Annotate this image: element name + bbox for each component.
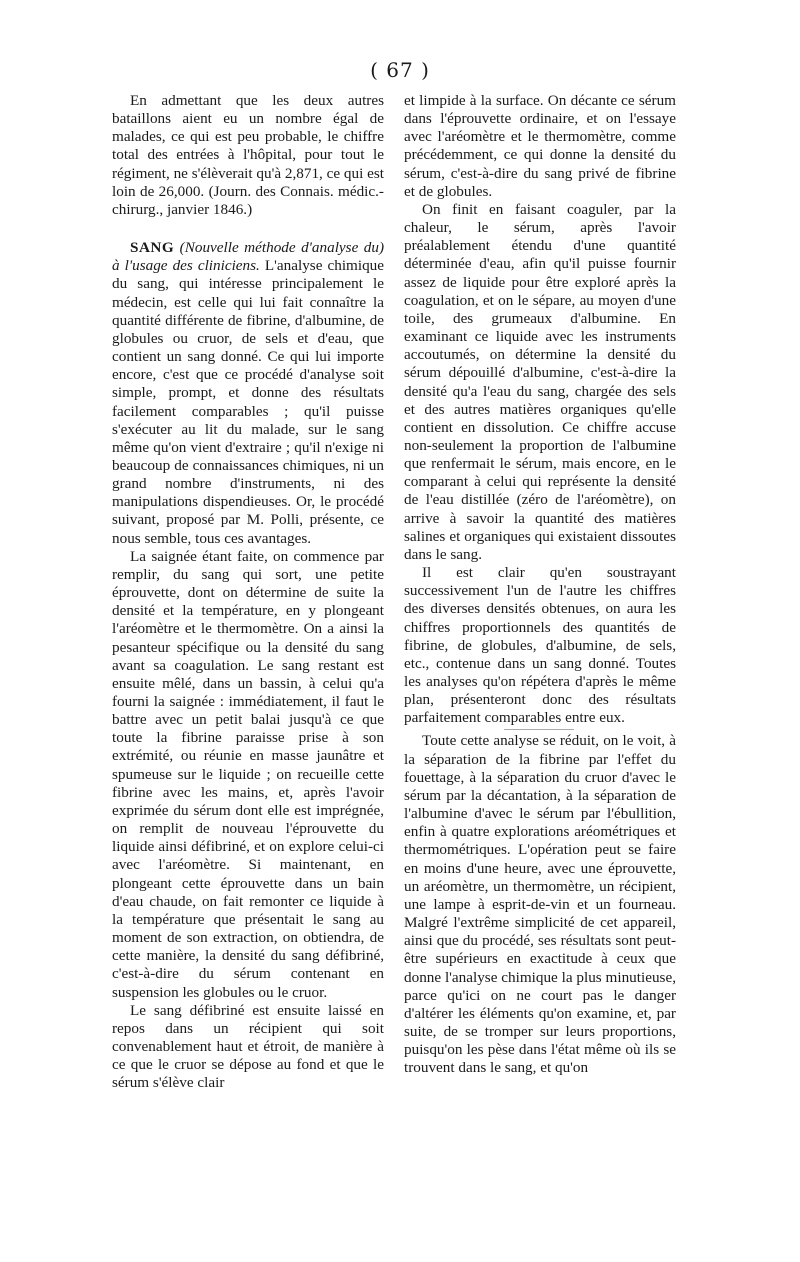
entry-subtitle: (Nouvelle méthode d'analyse du) à l'usage des cliniciens. (112, 239, 385, 275)
paragraph-decantation: et limpide à la surface. On décante ce sérum dans l'éprouvette ordinaire, et on l'essaye avec l'aréomètre et le thermomètre, comme précédemment, ce qui donne la densité du sérum, c'est-à-dire du sang privé de fibrine et de globules. (404, 92, 676, 200)
paragraph-hospital-totals: En admettant que les deux autres bataillons aient eu un nombre égal de malades, ce qui est peu probable, le chiffre total des entrées à l'hôpital, pour tout le régiment, ne s'élèverait qu'à 2,871, ce qui est loin de 26,000. (Journ. des Connais. médic.-chirurg., janvier 1846.) (112, 92, 385, 218)
paragraph-resume-analyse: Toute cette analyse se réduit, on le voit, à la séparation de la fibrine par l'effet du fouettage, à la séparation du cruor d'avec le sérum par la décantation, à la séparation de l'albumine d'avec le sérum par l'ébullition, enfin à quatre explorations aréométriques et thermométriques. L'opération peut se faire en moins d'une heure, avec une éprouvette, un aréomètre, un thermomètre, un récipient, une lampe à esprit-de-vin et un fourneau. Malgré l'extrême simplicité de cet appareil, ainsi que du procédé, ses résultats sont peut-être supérieurs en exactitude à ceux que donne l'analyse chimique la plus minutieuse, parce qu'ici on ne court pas le danger d'altérer les éléments qu'on examine, et, par suite, de se tromper sur leurs proportions, puisqu'on les pèse dans l'état même où ils se trouvent dans le sang, et qu'on (404, 732, 676, 1077)
right-column (404, 92, 676, 1077)
entry-heading: SANG (130, 239, 175, 257)
left-column (112, 92, 384, 1092)
paragraph-sang-defibrine: Le sang défibriné est ensuite laissé en repos dans un récipient qui soit convenablement haut et étroit, de manière à ce que le cruor se dépose au fond et que le sérum s'élève clair (112, 1001, 384, 1092)
paragraph-sang-entry (112, 239, 384, 548)
entry-body: L'analyse chimique du sang, qui intéresse principalement le médecin, est celle qui lui fait connaître la quantité différente de fibrine, d'albumine, de globules ou cruor, de sels et d'eau, que contient un sang donné. Ce qui lui importe encore, c'est que ce procédé d'analyse soit simple, prompt, et donne des résultats facilement comparables ; qu'il puisse s'exécuter au lit du malade, sur le sang même qu'on vient d'extraire ; qu'il n'exige ni beaucoup de connaissances chimiques, ni un grand nombre d'instruments, ni des manipulations dispendieuses. Or, le procédé suivant, proposé par M. Polli, présente, ce nous semble, tous ces avantages. (112, 257, 384, 547)
section-divider (504, 729, 574, 730)
paragraph-soustraction: Il est clair qu'en soustrayant successivement l'un de l'autre les chiffres des diverses densités obtenues, on aura les chiffres proportionnels des quantités de fibrine, de globules, d'albumine, de sels, etc., contenue dans un sang donné. Toutes les analyses qu'on répétera d'après le même plan, présenteront donc des résultats parfaitement comparables entre eux. (404, 564, 676, 727)
paragraph-coagulation: On finit en faisant coaguler, par la chaleur, le sérum, après l'avoir préalablement étendu d'une quantité déterminée d'eau, afin qu'il puisse fournir assez de liquide pour être exploré après la coagulation, et on le sépare, au moyen d'une toile, des grumeaux d'albumine. En examinant ce liquide avec les instruments accoutumés, on détermine la densité du sérum dépouillé d'albumine, c'est-à-dire la densité qu'a l'eau du sang, chargée des sels et des autres matières organiques qu'elle contient en dissolution. Ce chiffre accuse non-seulement la proportion de l'albumine que renfermait le sérum, mais encore, en le comparant à celui qui représente la densité de l'eau distillée (zéro de l'aréomètre), on arrive à savoir la quantité des matières salines et organiques qui existaient dissoutes dans le sang. (404, 200, 676, 563)
paragraph-saignee: La saignée étant faite, on commence par remplir, du sang qui sort, une petite éprouvette, dont on détermine de suite la densité et la température, en y plongeant l'aréomètre et le thermomètre. On a ainsi la pesanteur spécifique ou la densité du sang avant sa coagulation. Le sang restant est ensuite mêlé, dans un bassin, à celui qu'a fourni la saignée : immédiatement, il faut le battre avec un petit balai jusqu'à ce que toute la fibrine paraisse prise à son extrémité, ou réunie en masse jaunâtre et spumeuse sur le liquide ; on recueille cette fibrine avec les mains, et, après l'avoir exprimée du sérum dont elle est imprégnée, on remplit de nouveau l'éprouvette du liquide ainsi défibriné, et on explore celui-ci avec l'aréomètre. Si maintenant, en plongeant cette éprouvette dans un bain d'eau chaude, on fait remonter ce liquide à la température que présentait le sang au moment de son extraction, on obtiendra, de cette manière, la densité du sang défibriné, c'est-à-dire du sérum contenant en suspension les globules ou le cruor. (112, 547, 384, 1001)
page-number: ( 67 ) (370, 58, 430, 82)
